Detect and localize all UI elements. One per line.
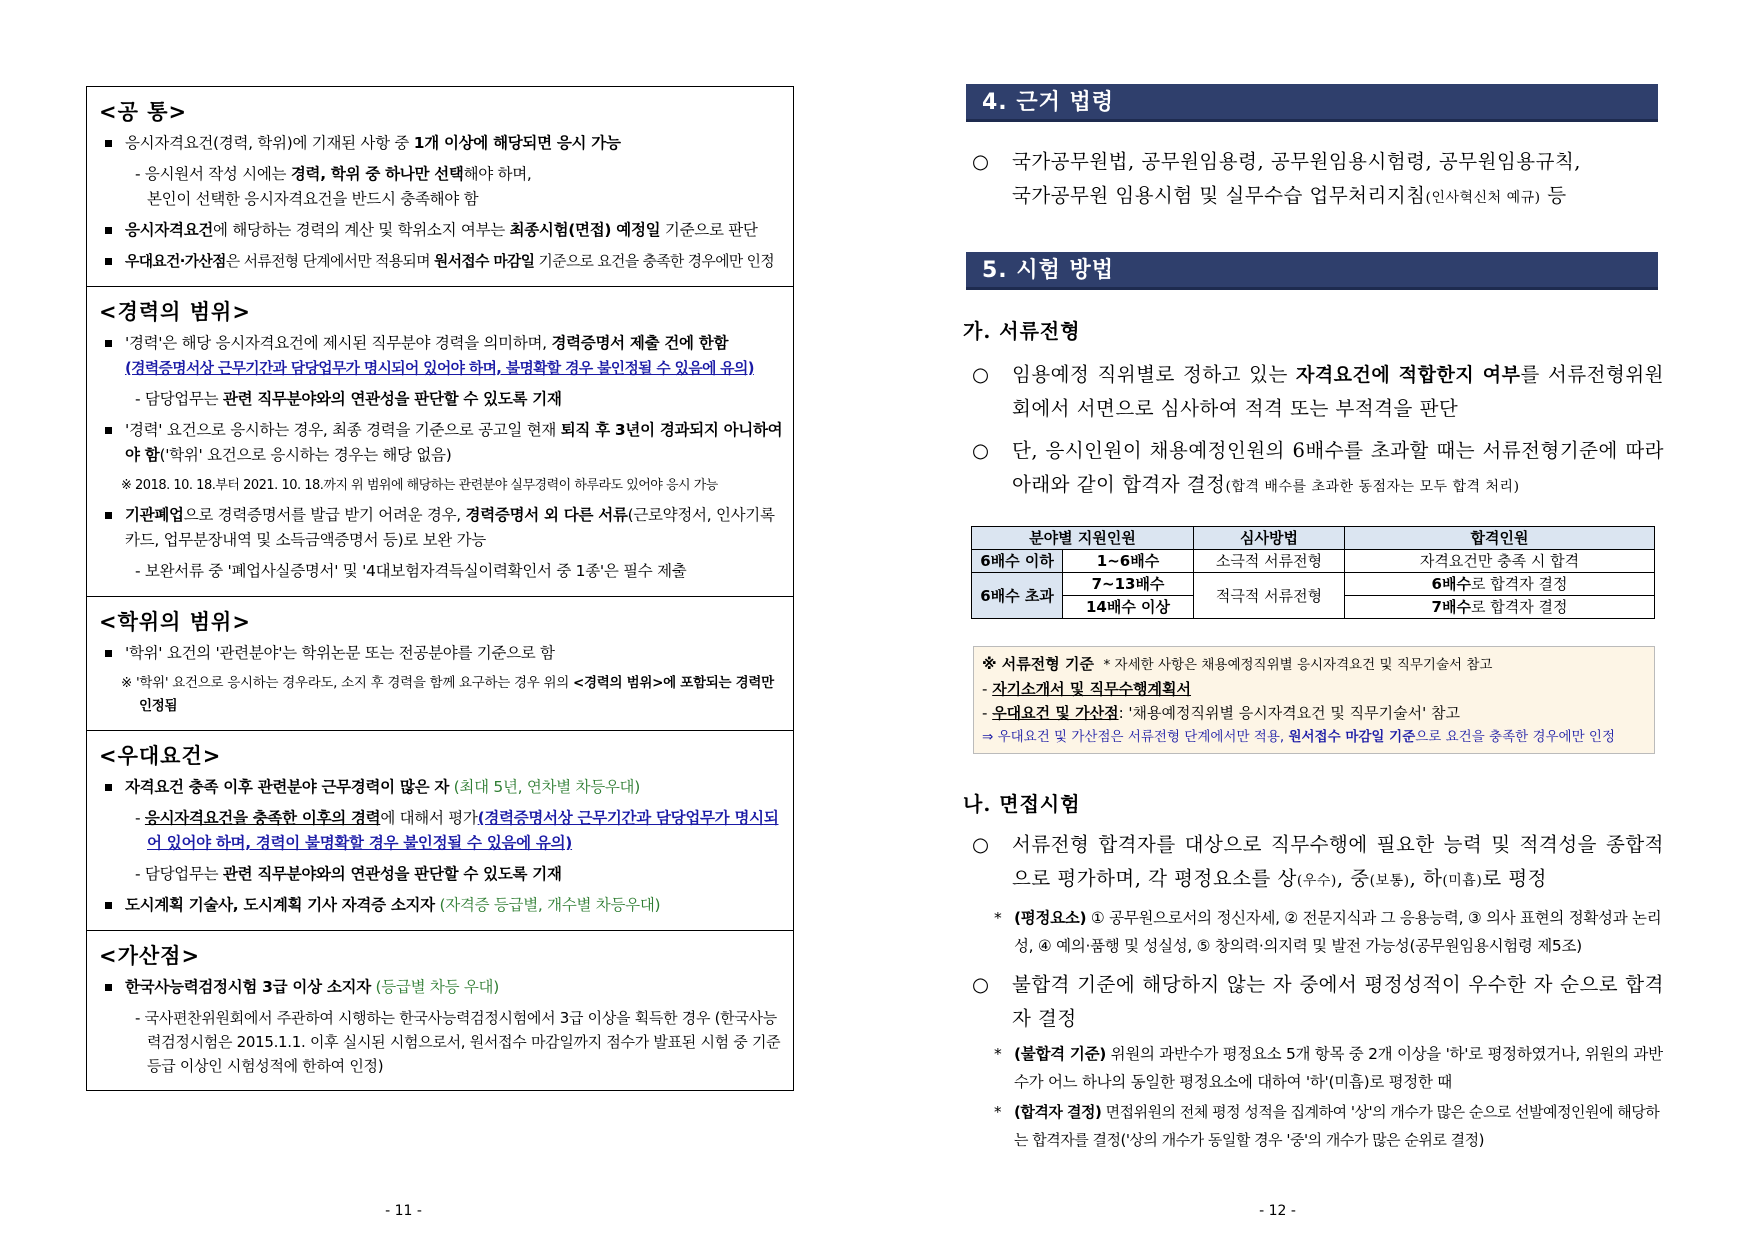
screening-criteria-box: ※ 서류전형 기준 * 자세한 사항은 채용예정직위별 응시자격요건 및 직무기술서 참고 - 자기소개서 및 직무수행계획서 - 우대요건 및 가산점: '채용예정직위별 응시자격요건 및 직무기술서' 참고 ⇒ 우대요건 및 가산점은 서류전형 단계에서만 적용, 원서접수 마감일 기준으로 요건을 충족한 경우에만 인정 xyxy=(973,646,1655,754)
career-dash-2: - 보완서류 중 '폐업사실증명서' 및 '4대보험자격득실이력확인서 중 1종'은 필수 제출 xyxy=(135,562,687,580)
career-title: <경력의 범위> xyxy=(99,300,251,324)
preference-dash-1: - 응시자격요건을 충족한 이후의 경력에 대해서 평가(경력증명서상 근무기간과 담당업무가 명시되어 있어야 하며, 경력이 불명확할 경우 불인정될 수 있음에 유의) xyxy=(135,809,779,852)
common-section xyxy=(87,87,793,287)
career-note-1: ※ 2018. 10. 18.부터 2021. 10. 18.까지 위 범위에 해당하는 관련분야 실무경력이 하루라도 있어야 응시 가능 xyxy=(121,478,718,493)
preference-bullet-2: 도시계획 기술사, 도시계획 기사 자격증 소지자 (자격증 등급별, 개수별 차등우대) xyxy=(99,893,783,918)
circle-bullet-icon: ○ xyxy=(972,363,990,386)
interview-body: ○ 서류전형 합격자를 대상으로 직무수행에 필요한 능력 및 적격성을 종합적으로 평가하며, 각 평정요소를 상(우수), 중(보통), 하(미흡)로 평정 * (평정요소) ① 공무원으로서의 정신자세, ② 전문지식과 그 응용능력, ③ 의사 표현의 정확성과 논리성, ④ 예의·품행 및 성실성, ⑤ 창의력·의지력 및 발전 가능성(공무원임용시험령 제5조) ○ 불합격 기준에 해당하지 않는 자 중에서 평정성적이 우수한 자 순으로 합격자 결정 * (불합격 기준) 위원의 과반수가 평정요소 5개 항목 중 2개 이상을 '하'로 평정하였거나, 위원의 과반수가 어느 하나의 동일한 평정요소에 대하여 '하'(미흡)로 평정한 때 * (합격자 결정) 면접위원의 전체 평정 성적을 집계하여 '상'의 개수가 많은 순으로 선발예정인원에 해당하는 합격자를 결정('상의 개수가 동일할 경우 '중'의 개수가 많은 순위로 결정) xyxy=(972,828,1664,1154)
right-page xyxy=(877,0,1754,1240)
table-row: 6배수 이하 1~6배수 소극적 서류전형 자격요건만 충족 시 합격 xyxy=(972,550,1655,573)
interview-title: 나. 면접시험 xyxy=(963,792,1081,816)
degree-bullet-1: '학위' 요건의 '관련분야'는 학위논문 또는 전공분야를 기준으로 함 xyxy=(99,641,783,666)
page-number-left: - 11 - xyxy=(385,1203,422,1219)
bonus-bullet-1: 한국사능력검정시험 3급 이상 소지자 (등급별 차등 우대) xyxy=(99,975,783,1000)
docs-screening-title: 가. 서류전형 xyxy=(963,319,1081,343)
bonus-title: <가산점> xyxy=(99,944,201,968)
bonus-section xyxy=(87,931,793,1090)
circle-bullet-icon: ○ xyxy=(972,833,990,856)
common-bullet-3: 우대요건·가산점은 서류전형 단계에서만 적용되며 원서접수 마감일 기준으로 요건을 충족한 경우에만 인정 xyxy=(99,249,783,274)
docs-screening-body: ○ 임용예정 직위별로 정하고 있는 자격요건에 적합한지 여부를 서류전형위원회에서 서면으로 심사하여 적격 또는 부적격을 판단 ○ 단, 응시인원이 채용예정인원의 6배수를 초과할 때는 서류전형기준에 따라 아래와 같이 합격자 결정(합격 배수를 초과한 동점자는 모두 합격 처리) xyxy=(972,358,1664,504)
screening-table xyxy=(971,526,1655,619)
requirements-box xyxy=(86,86,794,1091)
bonus-dash-1: - 국사편찬위원회에서 주관하여 시행하는 한국사능력검정시험에서 3급 이상을 획득한 경우 (한국사능력검정시험은 2015.1.1. 이후 실시된 시험으로서, 원서접수 마감일까지 점수가 발표된 시험 중 기준등급 이상인 시험성적에 한하여 인정) xyxy=(135,1009,781,1075)
degree-section xyxy=(87,597,793,731)
career-section xyxy=(87,287,793,597)
common-dash-1: - 응시원서 작성 시에는 경력, 학위 중 하나만 선택해야 하며, 본인이 선택한 응시자격요건을 반드시 충족해야 함 xyxy=(135,165,532,208)
career-bullet-2: '경력' 요건으로 응시하는 경우, 최종 경력을 기준으로 공고일 현재 퇴직 후 3년이 경과되지 아니하여야 함('학위' 요건으로 응시하는 경우는 해당 없음) xyxy=(99,418,783,468)
common-bullet-2: 응시자격요건에 해당하는 경력의 계산 및 학위소지 여부는 최종시험(면접) 예정일 기준으로 판단 xyxy=(99,218,783,243)
section-5-header: 5. 시험 방법 xyxy=(966,252,1658,290)
career-dash-1: - 담당업무는 관련 직무분야와의 연관성을 판단할 수 있도록 기재 xyxy=(135,390,562,408)
preference-title: <우대요건> xyxy=(99,744,222,768)
degree-title: <학위의 범위> xyxy=(99,610,251,634)
circle-bullet-icon: ○ xyxy=(972,973,990,996)
page-number-right: - 12 - xyxy=(1259,1203,1296,1219)
table-row: 14배수 이상 7배수로 합격자 결정 xyxy=(972,596,1655,619)
common-title: <공 통> xyxy=(99,100,188,124)
degree-note-1: ※ '학위' 요건으로 응시하는 경우라도, 소지 후 경력을 함께 요구하는 경우 위의 <경력의 범위>에 포함되는 경력만 인정됨 xyxy=(121,675,774,714)
section-4-header: 4. 근거 법령 xyxy=(966,84,1658,122)
preference-section xyxy=(87,731,793,931)
circle-bullet-icon: ○ xyxy=(972,439,990,462)
career-bullet-3: 기관폐업으로 경력증명서를 발급 받기 어려운 경우, 경력증명서 외 다른 서류(근로약정서, 인사기록카드, 업무분장내역 및 소득금액증명서 등)로 보완 가능 xyxy=(99,503,783,553)
preference-dash-2: - 담당업무는 관련 직무분야와의 연관성을 판단할 수 있도록 기재 xyxy=(135,865,562,883)
circle-bullet-icon: ○ xyxy=(972,150,990,173)
section-4-body: ○ 국가공무원법, 공무원임용령, 공무원임용시험령, 공무원임용규칙, 국가공무원 임용시험 및 실무수습 업무처리지침(인사혁신처 예규) 등 xyxy=(972,145,1664,215)
career-bullet-1: '경력'은 해당 응시자격요건에 제시된 직무분야 경력을 의미하며, 경력증명서 제출 건에 한함 (경력증명서상 근무기간과 담당업무가 명시되어 있어야 하며, 불명확할 경우 불인정될 수 있음에 유의) xyxy=(99,331,783,381)
table-header-row: 분야별 지원인원 심사방법 합격인원 xyxy=(972,527,1655,550)
common-bullet-1: 응시자격요건(경력, 학위)에 기재된 사항 중 1개 이상에 해당되면 응시 가능 xyxy=(99,131,783,156)
table-row: 6배수 초과 7~13배수 적극적 서류전형 6배수로 합격자 결정 xyxy=(972,573,1655,596)
preference-bullet-1: 자격요건 충족 이후 관련분야 근무경력이 많은 자 (최대 5년, 연차별 차등우대) xyxy=(99,775,783,800)
